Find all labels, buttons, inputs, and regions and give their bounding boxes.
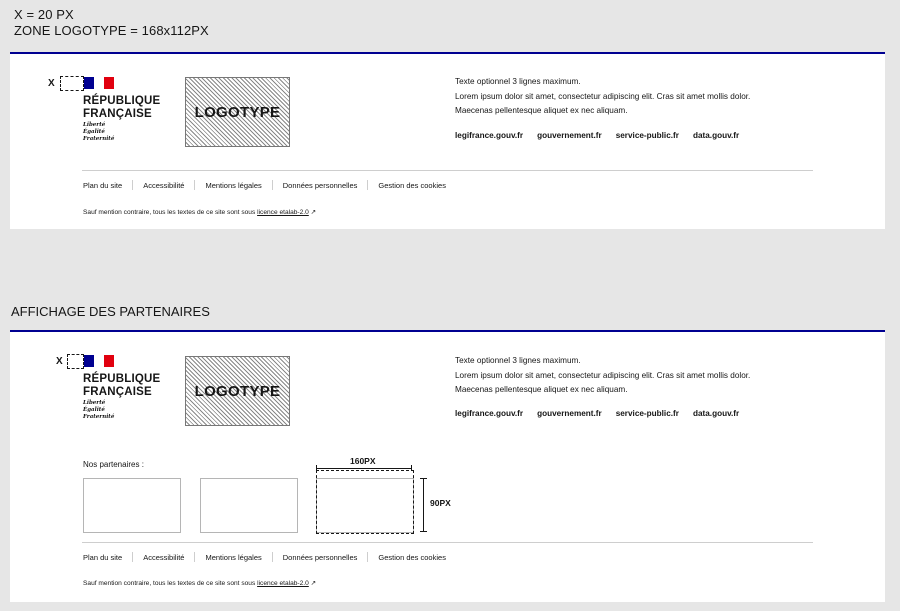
link-service-public[interactable]: service-public.fr — [615, 409, 679, 418]
link-data-gouv[interactable]: data.gouv.fr — [692, 409, 740, 418]
height-dimension-tick-bottom — [420, 531, 427, 532]
partner-logo-slot-1[interactable] — [83, 478, 181, 533]
logotype-zone[interactable] — [185, 77, 290, 147]
link-legifrance[interactable]: legifrance.gouv.fr — [455, 131, 524, 140]
logotype-label: LOGOTYPE — [194, 382, 281, 400]
nav-mentions-legales[interactable]: Mentions légales — [205, 180, 262, 190]
logotype-zone[interactable] — [185, 356, 290, 426]
nav-gestion-cookies[interactable]: Gestion des cookies — [378, 180, 446, 190]
nav-gestion-cookies[interactable]: Gestion des cookies — [378, 552, 446, 562]
x-spacing-label: X — [48, 78, 55, 89]
width-dimension-line — [316, 468, 412, 469]
x-spacing-label: X — [56, 356, 63, 367]
devise: Liberté Égalité Fraternité — [83, 400, 115, 420]
nav-donnees-personnelles[interactable]: Données personnelles — [282, 552, 358, 562]
nav-donnees-personnelles[interactable]: Données personnelles — [282, 180, 358, 190]
height-dimension-line — [423, 478, 424, 532]
spec-logotype-zone: ZONE LOGOTYPE = 168x112PX — [14, 23, 209, 38]
partner-dimension-box — [316, 470, 414, 534]
licence-link[interactable]: licence etalab-2.0 — [257, 580, 309, 587]
x-spacing-box — [60, 76, 84, 91]
spec-x-value: X = 20 PX — [14, 7, 74, 22]
nav-accessibilite[interactable]: Accessibilité — [143, 180, 185, 190]
licence-notice: Sauf mention contraire, tous les textes de ce site sont sous licence etalab-2.0 ↗ — [83, 209, 317, 216]
footer-partners-panel — [10, 330, 885, 602]
footer-links — [455, 131, 753, 140]
licence-notice: Sauf mention contraire, tous les textes de ce site sont sous licence etalab-2.0 ↗ — [83, 580, 317, 587]
width-dimension-tick-right — [411, 465, 412, 471]
logotype-label: LOGOTYPE — [194, 103, 281, 121]
nav-plan-du-site[interactable]: Plan du site — [83, 180, 123, 190]
footer-example-panel — [10, 52, 885, 229]
link-gouvernement[interactable]: gouvernement.fr — [537, 131, 602, 140]
height-dimension-tick-top — [420, 478, 427, 479]
nav-mentions-legales[interactable]: Mentions légales — [205, 552, 262, 562]
external-link-icon: ↗ — [310, 580, 317, 587]
marianne-flag-icon — [84, 355, 114, 367]
licence-link[interactable]: licence etalab-2.0 — [257, 209, 309, 216]
partner-width-label: 160PX — [350, 456, 376, 466]
link-data-gouv[interactable]: data.gouv.fr — [692, 131, 740, 140]
section-title-partners: AFFICHAGE DES PARTENAIRES — [11, 304, 210, 319]
width-dimension-tick-left — [316, 465, 317, 471]
partners-label: Nos partenaires : — [83, 460, 144, 469]
marianne-flag-icon — [84, 77, 114, 89]
footer-description: Texte optionnel 3 lignes maximum. Lorem ipsum dolor sit amet, consectetur adipiscing elit. Cras sit amet mollis dolor. Maecenas pellentesque aliquet ex nec aliquam. — [455, 356, 751, 394]
link-legifrance[interactable]: legifrance.gouv.fr — [455, 409, 524, 418]
footer-bottom-nav — [83, 552, 446, 562]
x-spacing-box — [67, 354, 84, 369]
footer-description: Texte optionnel 3 lignes maximum. Lorem ipsum dolor sit amet, consectetur adipiscing elit. Cras sit amet mollis dolor. Maecenas pellentesque aliquet ex nec aliquam. — [455, 77, 751, 115]
republique-francaise-logo[interactable]: RÉPUBLIQUE FRANÇAISE — [83, 373, 161, 398]
link-gouvernement[interactable]: gouvernement.fr — [537, 409, 602, 418]
footer-divider — [82, 170, 813, 171]
partner-logo-slot-2[interactable] — [200, 478, 298, 533]
footer-bottom-nav — [83, 180, 446, 190]
partner-height-label: 90PX — [430, 498, 451, 508]
link-service-public[interactable]: service-public.fr — [615, 131, 679, 140]
external-link-icon: ↗ — [310, 209, 317, 216]
republique-francaise-logo[interactable]: RÉPUBLIQUE FRANÇAISE — [83, 95, 161, 120]
nav-accessibilite[interactable]: Accessibilité — [143, 552, 185, 562]
footer-divider — [82, 542, 813, 543]
nav-plan-du-site[interactable]: Plan du site — [83, 552, 123, 562]
footer-links — [455, 409, 753, 418]
devise: Liberté Égalité Fraternité — [83, 122, 115, 142]
